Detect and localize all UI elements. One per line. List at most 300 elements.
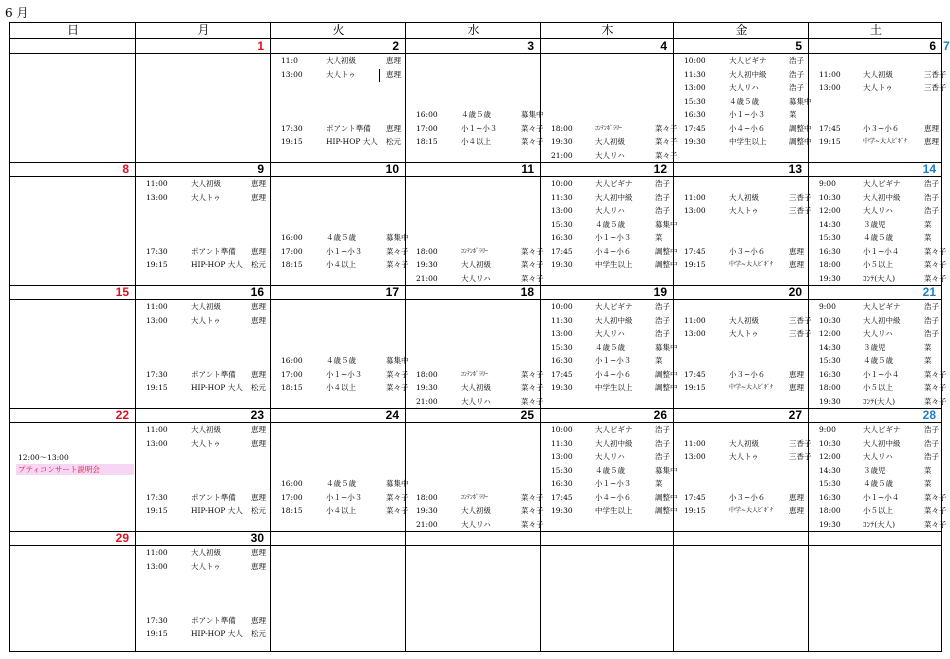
class-entry[interactable] bbox=[551, 260, 678, 271]
class-entry[interactable] bbox=[684, 96, 812, 108]
date-number: 21 bbox=[922, 285, 936, 299]
calendar-grid bbox=[9, 22, 950, 652]
class-entry[interactable] bbox=[551, 439, 670, 450]
class-entry[interactable] bbox=[146, 616, 267, 627]
class-entry[interactable] bbox=[819, 246, 947, 258]
class-name: ｺﾝﾃ(大人) bbox=[863, 396, 896, 406]
instructor-name: 調整中 bbox=[655, 246, 678, 256]
class-entry[interactable] bbox=[146, 439, 267, 450]
class-entry[interactable] bbox=[551, 356, 670, 367]
instructor-name: 菜々子 bbox=[521, 246, 544, 256]
class-entry[interactable] bbox=[551, 123, 678, 135]
class-entry[interactable] bbox=[551, 206, 670, 217]
instructor-name: 恵理 bbox=[251, 561, 266, 571]
instructor-name: 菜々子 bbox=[386, 369, 409, 379]
class-time: 15:30 bbox=[684, 96, 706, 106]
date-number: 8 bbox=[122, 162, 129, 176]
class-entry[interactable] bbox=[416, 369, 544, 381]
class-entry[interactable] bbox=[684, 56, 805, 67]
date-number-divider bbox=[10, 422, 941, 423]
class-entry[interactable] bbox=[551, 369, 678, 381]
class-name: 大人初中級 bbox=[595, 315, 633, 325]
class-time: 17:45 bbox=[551, 246, 573, 256]
class-time: 19:30 bbox=[416, 506, 438, 515]
class-time: 18:15 bbox=[416, 137, 438, 146]
instructor-name: 恵理 bbox=[251, 438, 266, 448]
instructor-name: 菜々子 bbox=[924, 273, 947, 283]
class-name: 小４以上 bbox=[326, 260, 356, 269]
class-name: HIP-HOP 大人 bbox=[191, 629, 243, 638]
weekday-header: 日 bbox=[66, 23, 79, 37]
class-time: 18:00 bbox=[551, 123, 573, 133]
class-name: ４歳５歳 bbox=[595, 465, 625, 475]
class-entry[interactable] bbox=[281, 506, 409, 517]
instructor-name: 菜々子 bbox=[521, 369, 544, 379]
instructor-name: 三香子 bbox=[789, 206, 812, 215]
class-name: ポアント準備 bbox=[191, 369, 236, 379]
class-entry[interactable] bbox=[416, 246, 544, 258]
class-name: ｺﾝﾃ(大人) bbox=[863, 519, 896, 529]
class-entry[interactable] bbox=[551, 233, 670, 244]
instructor-name: 浩子 bbox=[789, 69, 804, 79]
event-time: 12:00～13:00 bbox=[18, 453, 69, 462]
class-entry[interactable] bbox=[281, 356, 409, 367]
class-entry[interactable] bbox=[684, 70, 805, 81]
instructor-name: 三香子 bbox=[789, 438, 812, 448]
date-number: 14 bbox=[922, 162, 936, 176]
class-time: 16:00 bbox=[281, 356, 303, 365]
class-name: ４歳５歳 bbox=[863, 356, 893, 365]
class-entry[interactable] bbox=[684, 83, 805, 94]
class-name: 大人トゥ bbox=[191, 561, 221, 571]
class-entry[interactable] bbox=[684, 247, 805, 258]
class-name: ポアント準備 bbox=[191, 492, 236, 502]
class-entry[interactable] bbox=[684, 370, 805, 381]
class-entry[interactable] bbox=[146, 370, 267, 381]
class-entry[interactable] bbox=[281, 246, 409, 258]
class-time: 19:30 bbox=[551, 383, 573, 392]
date-number: 7 bbox=[943, 39, 950, 53]
class-name: 大人トゥ bbox=[863, 83, 893, 92]
class-time: 11:30 bbox=[551, 192, 573, 202]
class-name: 小５以上 bbox=[863, 260, 893, 269]
class-entry[interactable] bbox=[684, 452, 812, 463]
class-name: 大人ビギナ bbox=[595, 179, 633, 188]
class-entry[interactable] bbox=[551, 302, 670, 313]
instructor-name: 募集中 bbox=[655, 219, 678, 229]
class-time: 21:00 bbox=[416, 273, 438, 283]
instructor-name: 菜 bbox=[789, 110, 797, 119]
instructor-name: 恵理 bbox=[251, 615, 266, 625]
class-time: 17:45 bbox=[551, 369, 573, 379]
column-divider bbox=[673, 23, 674, 651]
class-entry[interactable] bbox=[551, 452, 670, 463]
instructor-name: 募集中 bbox=[789, 96, 812, 106]
instructor-name: 募集中 bbox=[386, 479, 409, 488]
instructor-name: 松元 bbox=[386, 137, 401, 146]
class-name: 中学生以上 bbox=[595, 383, 633, 392]
class-time: 13:00 bbox=[551, 206, 573, 215]
class-entry[interactable] bbox=[819, 343, 939, 354]
instructor-name: 浩子 bbox=[655, 179, 670, 188]
class-time: 17:45 bbox=[551, 492, 573, 502]
class-entry[interactable] bbox=[819, 220, 939, 231]
weekday-header: 金 bbox=[735, 23, 748, 37]
class-entry[interactable] bbox=[819, 137, 939, 148]
date-number: 3 bbox=[527, 39, 534, 53]
class-entry[interactable] bbox=[146, 425, 267, 436]
class-entry[interactable] bbox=[819, 302, 939, 313]
instructor-name: 菜々子 bbox=[386, 246, 409, 256]
class-time: 11:00 bbox=[146, 302, 168, 311]
class-entry[interactable] bbox=[819, 273, 947, 285]
date-number: 19 bbox=[653, 285, 667, 299]
class-time: 19:30 bbox=[551, 137, 573, 146]
instructor-name: 浩子 bbox=[924, 329, 939, 338]
class-entry[interactable] bbox=[684, 260, 805, 271]
class-entry[interactable] bbox=[819, 233, 939, 244]
instructor-name: 菜 bbox=[655, 356, 663, 365]
class-name: 大人初中級 bbox=[863, 192, 901, 202]
class-entry[interactable] bbox=[416, 492, 544, 504]
class-name: 中学生以上 bbox=[595, 506, 633, 515]
class-time: 16:30 bbox=[684, 110, 706, 119]
instructor-name: 恵理 bbox=[251, 315, 266, 325]
class-entry[interactable] bbox=[819, 179, 939, 190]
class-entry[interactable] bbox=[684, 192, 812, 204]
instructor-name: 菜 bbox=[924, 219, 932, 229]
event-label[interactable]: プティコンサート説明会 bbox=[16, 464, 134, 475]
class-name: 小４~小６ bbox=[595, 492, 632, 502]
class-entry[interactable] bbox=[416, 123, 544, 135]
class-time: 17:00 bbox=[416, 123, 438, 133]
class-time: 13:00 bbox=[551, 452, 573, 461]
instructor-name: 恵理 bbox=[386, 56, 401, 65]
class-time: 17:45 bbox=[684, 123, 706, 133]
class-entry[interactable] bbox=[819, 83, 947, 94]
class-entry[interactable] bbox=[819, 425, 939, 436]
class-name: 小４以上 bbox=[461, 137, 491, 146]
class-entry[interactable] bbox=[819, 452, 939, 463]
class-time: 19:15 bbox=[684, 506, 706, 515]
class-time: 16:30 bbox=[551, 233, 573, 242]
class-entry[interactable] bbox=[819, 69, 947, 81]
class-entry[interactable] bbox=[684, 315, 812, 327]
class-name: 大人初級 bbox=[729, 438, 759, 448]
class-time: 11:00 bbox=[684, 315, 706, 325]
class-name: HIP-HOP 大人 bbox=[326, 137, 378, 146]
class-name: 大人ビギナ bbox=[863, 179, 901, 188]
class-name: 小１~小３ bbox=[326, 246, 363, 256]
column-divider bbox=[270, 23, 271, 651]
class-entry[interactable] bbox=[819, 439, 939, 450]
class-entry[interactable] bbox=[281, 124, 402, 135]
class-time: 11:00 bbox=[684, 438, 706, 448]
instructor-name: 菜々子 bbox=[386, 383, 409, 392]
instructor-name: 菜々子 bbox=[521, 273, 544, 283]
class-name: 大人トゥ bbox=[191, 315, 221, 325]
class-entry[interactable] bbox=[684, 506, 805, 517]
class-entry[interactable] bbox=[146, 629, 267, 640]
class-time: 10:30 bbox=[819, 438, 841, 448]
class-entry[interactable] bbox=[551, 316, 670, 327]
date-number: 5 bbox=[795, 39, 802, 53]
class-entry[interactable] bbox=[551, 383, 678, 394]
class-entry[interactable] bbox=[146, 302, 267, 313]
instructor-name: 菜々子 bbox=[386, 260, 409, 269]
class-entry[interactable] bbox=[146, 548, 267, 559]
class-name: 大人リハ bbox=[461, 519, 491, 529]
class-entry[interactable] bbox=[551, 425, 670, 436]
class-time: 16:30 bbox=[819, 246, 841, 256]
class-time: 19:15 bbox=[684, 260, 706, 269]
date-number: 4 bbox=[660, 39, 667, 53]
class-name: ３歳児 bbox=[863, 219, 886, 229]
instructor-name: 恵理 bbox=[251, 179, 266, 188]
date-number: 30 bbox=[250, 531, 264, 545]
date-number-divider bbox=[10, 176, 941, 177]
class-time: 19:15 bbox=[146, 260, 168, 269]
class-time: 17:45 bbox=[819, 123, 841, 133]
date-number: 20 bbox=[788, 285, 802, 299]
instructor-name: 調整中 bbox=[789, 123, 812, 133]
class-time: 10:30 bbox=[819, 315, 841, 325]
class-entry[interactable] bbox=[551, 193, 670, 204]
class-entry[interactable] bbox=[551, 137, 678, 148]
class-name: 大人ビギナ bbox=[595, 302, 633, 311]
class-name: 小３~小６ bbox=[729, 492, 766, 502]
class-entry[interactable] bbox=[146, 260, 267, 271]
class-name: 小５以上 bbox=[863, 506, 893, 515]
instructor-name: 募集中 bbox=[521, 110, 544, 119]
instructor-name: 恵理 bbox=[251, 425, 266, 434]
class-time: 13:00 bbox=[146, 561, 168, 571]
class-entry[interactable] bbox=[416, 110, 544, 121]
class-entry[interactable] bbox=[416, 506, 544, 517]
class-time: 11:00 bbox=[684, 192, 706, 202]
class-entry[interactable] bbox=[551, 179, 670, 190]
instructor-name: 菜々子 bbox=[521, 396, 544, 406]
class-name: 小１~小３ bbox=[595, 479, 632, 488]
class-time: 15:30 bbox=[551, 342, 573, 352]
class-time: 10:30 bbox=[819, 192, 841, 202]
instructor-name: 浩子 bbox=[789, 56, 804, 65]
date-number: 18 bbox=[520, 285, 534, 299]
class-entry[interactable] bbox=[281, 479, 409, 490]
class-entry[interactable] bbox=[819, 466, 939, 477]
class-name: 大人初級 bbox=[863, 69, 893, 79]
class-time: 11:30 bbox=[551, 315, 573, 325]
class-entry[interactable] bbox=[684, 137, 812, 148]
class-entry[interactable] bbox=[819, 206, 939, 217]
weekday-header: 月 bbox=[197, 23, 210, 37]
class-time: 19:30 bbox=[819, 519, 841, 529]
class-entry[interactable] bbox=[551, 465, 678, 477]
class-entry[interactable] bbox=[819, 193, 939, 204]
class-name: 小１~小３ bbox=[595, 356, 632, 365]
class-time: 15:30 bbox=[819, 479, 841, 488]
class-time: 18:15 bbox=[281, 260, 303, 269]
weekday-header: 水 bbox=[467, 23, 480, 37]
instructor-name: 調整中 bbox=[655, 383, 678, 392]
class-entry[interactable] bbox=[819, 383, 947, 394]
class-name: 大人リハ bbox=[595, 329, 625, 338]
class-entry[interactable] bbox=[281, 492, 409, 504]
class-entry[interactable] bbox=[819, 124, 939, 135]
class-name: 小４~小６ bbox=[595, 246, 632, 256]
instructor-name: 浩子 bbox=[655, 329, 670, 338]
instructor-name: 松元 bbox=[251, 260, 266, 269]
instructor-name: 調整中 bbox=[789, 137, 812, 146]
class-time: 13:00 bbox=[684, 452, 706, 461]
class-time: 19:30 bbox=[416, 260, 438, 269]
instructor-name: 恵理 bbox=[251, 192, 266, 202]
date-number: 11 bbox=[521, 162, 534, 176]
class-time: 16:30 bbox=[819, 369, 841, 379]
class-entry[interactable] bbox=[684, 493, 805, 504]
class-time: 17:30 bbox=[146, 615, 168, 625]
class-time: 15:30 bbox=[551, 219, 573, 229]
class-time: 11:00 bbox=[146, 425, 168, 434]
class-entry[interactable] bbox=[684, 329, 812, 340]
class-entry[interactable] bbox=[551, 492, 678, 504]
instructor-name: 三香子 bbox=[924, 83, 947, 92]
class-time: 19:15 bbox=[146, 506, 168, 515]
class-time: 10:00 bbox=[684, 56, 706, 65]
instructor-name: 菜々子 bbox=[386, 506, 409, 515]
class-time: 10:00 bbox=[551, 179, 573, 188]
class-entry[interactable] bbox=[146, 493, 267, 504]
class-entry[interactable] bbox=[684, 110, 805, 121]
class-entry[interactable] bbox=[819, 356, 939, 367]
class-time: 16:00 bbox=[416, 110, 438, 119]
class-name: 大人ビギナ bbox=[729, 56, 767, 65]
class-entry[interactable] bbox=[819, 519, 947, 531]
class-entry[interactable] bbox=[684, 123, 812, 135]
class-entry[interactable] bbox=[146, 247, 267, 258]
class-time: 16:30 bbox=[819, 492, 841, 502]
class-entry[interactable] bbox=[819, 260, 947, 271]
class-name: ４歳５歳 bbox=[461, 110, 491, 119]
class-entry[interactable] bbox=[551, 479, 670, 490]
class-entry[interactable] bbox=[281, 56, 402, 67]
class-time: 18:00 bbox=[416, 369, 438, 379]
class-entry[interactable] bbox=[416, 137, 544, 148]
class-name: 大人リハ bbox=[595, 206, 625, 215]
class-name: 小１~小４ bbox=[863, 492, 900, 502]
class-time: 17:00 bbox=[281, 369, 303, 379]
class-name: HIP-HOP 大人 bbox=[191, 383, 243, 392]
class-name: 大人トゥ bbox=[191, 438, 221, 448]
class-entry[interactable] bbox=[146, 383, 267, 394]
class-entry[interactable] bbox=[146, 316, 267, 327]
class-name: 大人トゥ bbox=[729, 329, 759, 338]
class-entry[interactable] bbox=[281, 137, 402, 148]
instructor-name: 浩子 bbox=[655, 452, 670, 461]
class-entry[interactable] bbox=[551, 506, 678, 517]
class-entry[interactable] bbox=[416, 383, 544, 394]
instructor-name: 恵理 bbox=[789, 246, 804, 256]
instructor-name: 菜々子 bbox=[521, 383, 544, 392]
class-entry[interactable] bbox=[416, 519, 544, 531]
class-entry[interactable] bbox=[146, 562, 267, 573]
class-entry[interactable] bbox=[281, 233, 409, 244]
class-name: ４歳５歳 bbox=[863, 479, 893, 488]
class-name: 大人初級 bbox=[595, 137, 625, 146]
class-name: ポアント準備 bbox=[191, 615, 236, 625]
class-entry[interactable] bbox=[819, 369, 947, 381]
instructor-name: 浩子 bbox=[655, 206, 670, 215]
class-name: 小１~小４ bbox=[863, 246, 900, 256]
instructor-name: 松元 bbox=[251, 629, 266, 638]
class-entry[interactable] bbox=[819, 396, 947, 408]
class-name: 大人初級 bbox=[461, 506, 491, 515]
instructor-name: 恵理 bbox=[789, 506, 804, 515]
class-entry[interactable] bbox=[146, 193, 267, 204]
class-name: 大人初級 bbox=[729, 192, 759, 202]
class-entry[interactable] bbox=[146, 506, 267, 517]
class-entry[interactable] bbox=[551, 329, 670, 340]
instructor-name: 恵理 bbox=[789, 383, 804, 392]
class-time: 9:00 bbox=[819, 302, 836, 311]
class-entry[interactable] bbox=[281, 70, 402, 81]
column-divider bbox=[405, 23, 406, 651]
class-entry[interactable] bbox=[819, 316, 939, 327]
class-entry[interactable] bbox=[416, 396, 544, 408]
class-time: 13:00 bbox=[281, 69, 303, 79]
class-entry[interactable] bbox=[281, 260, 409, 271]
instructor-name: 浩子 bbox=[655, 438, 670, 448]
class-name: ３歳児 bbox=[863, 342, 886, 352]
class-entry[interactable] bbox=[819, 506, 947, 517]
instructor-name: 調整中 bbox=[655, 506, 678, 515]
class-entry[interactable] bbox=[551, 342, 678, 354]
class-entry[interactable] bbox=[146, 179, 267, 190]
class-entry[interactable] bbox=[684, 438, 812, 450]
class-entry[interactable] bbox=[416, 260, 544, 271]
instructor-name: 調整中 bbox=[655, 492, 678, 502]
class-entry[interactable] bbox=[551, 246, 678, 258]
instructor-name: 菜々子 bbox=[521, 519, 544, 529]
class-time: 13:00 bbox=[146, 192, 168, 202]
class-time: 12:00 bbox=[819, 452, 841, 461]
class-entry[interactable] bbox=[551, 150, 678, 162]
class-entry[interactable] bbox=[819, 492, 947, 504]
class-name: 小１~小３ bbox=[326, 369, 363, 379]
class-entry[interactable] bbox=[684, 206, 812, 217]
class-entry[interactable] bbox=[551, 219, 678, 231]
instructor-name: 菜々子 bbox=[924, 383, 947, 392]
class-entry[interactable] bbox=[281, 369, 409, 381]
class-name: 大人リハ bbox=[863, 452, 893, 461]
instructor-name: 菜 bbox=[924, 465, 932, 475]
class-name: 小４以上 bbox=[326, 383, 356, 392]
instructor-name: 恵理 bbox=[251, 492, 266, 502]
instructor-name: 浩子 bbox=[924, 425, 939, 434]
class-entry[interactable] bbox=[684, 383, 805, 394]
instructor-name: 浩子 bbox=[789, 83, 804, 92]
class-entry[interactable] bbox=[416, 273, 544, 285]
date-number: 13 bbox=[788, 162, 802, 176]
class-time: 19:15 bbox=[281, 137, 303, 146]
class-entry[interactable] bbox=[819, 329, 939, 340]
instructor-name: 浩子 bbox=[655, 315, 670, 325]
class-entry[interactable] bbox=[819, 479, 939, 490]
instructor-name: 恵理 bbox=[251, 246, 266, 256]
class-entry[interactable] bbox=[281, 383, 409, 394]
class-time: 11:00 bbox=[146, 179, 168, 188]
instructor-name: 調整中 bbox=[655, 369, 678, 379]
